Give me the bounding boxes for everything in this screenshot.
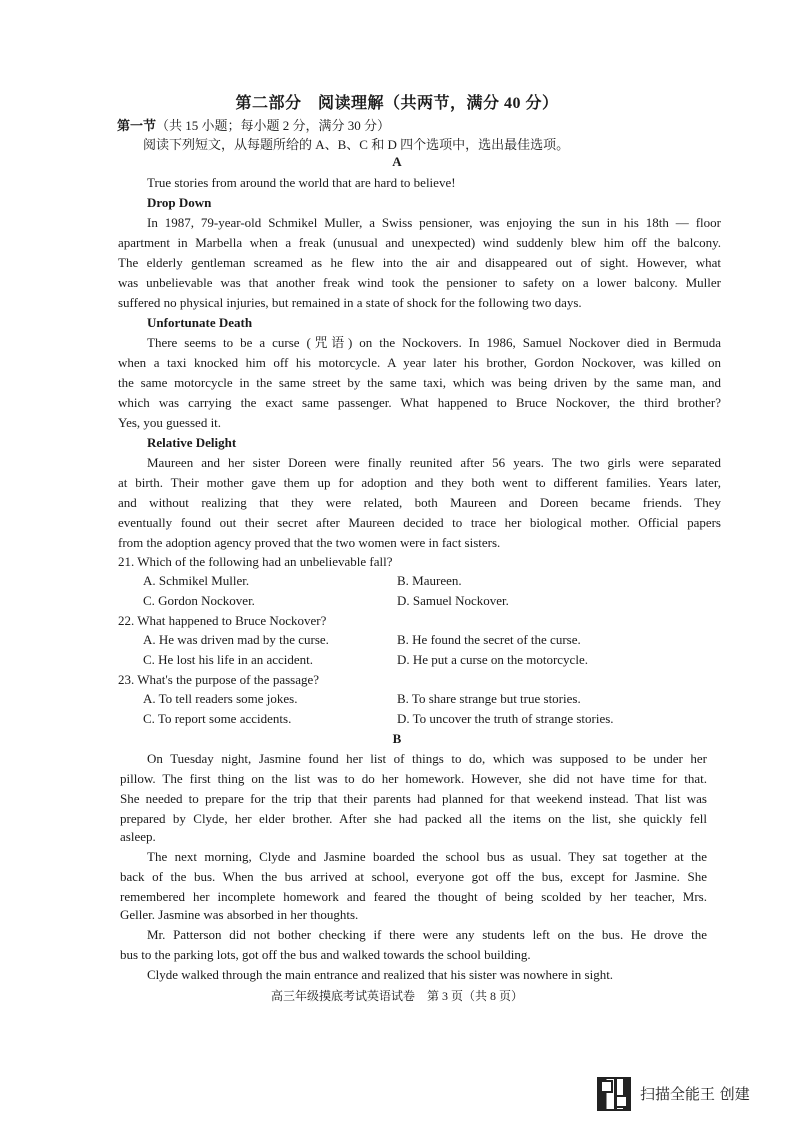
passage-line: the same motorcycle in the same street by the same taxi, which was being driven by the same man, and (118, 375, 721, 390)
question-21-option-c: C. Gordon Nockover. (143, 593, 255, 608)
question-23-option-a: A. To tell readers some jokes. (143, 691, 298, 706)
question-21-option-a: A. Schmikel Muller. (143, 573, 250, 588)
passage-line: pillow. The first thing on the list was to do her homework. However, she did not have time for that. (120, 771, 707, 786)
subheading-drop-down: Drop Down (147, 195, 212, 210)
section-label: 第一节 (117, 118, 157, 133)
passage-line: from the adoption agency proved that the two women were in fact sisters. (118, 535, 501, 550)
question-21-option-d: D. Samuel Nockover. (397, 593, 509, 608)
passage-line: bus to the parking lots, got off the bus and walked towards the school building. (120, 947, 531, 962)
passage-a-intro: True stories from around the world that are hard to believe! (147, 175, 456, 190)
question-21-stem: 21. Which of the following had an unbelievable fall? (118, 554, 393, 569)
passage-b-letter: B (392, 731, 402, 746)
section-header (117, 115, 390, 134)
question-22-option-b: B. He found the secret of the curse. (397, 632, 581, 647)
qr-code-icon (597, 1077, 631, 1111)
passage-line: eventually found out their secret after Maureen decided to trace her biological mother. Official papers (118, 515, 721, 530)
page-footer: 高三年级摸底考试英语试卷 第 3 页（共 8 页） (270, 989, 523, 1003)
passage-line: was unbelievable was that another freak wind took the pensioner to safety on a lower balcony. Muller (118, 275, 721, 290)
passage-line: back of the bus. When the bus arrived at school, everyone got off the bus, except for Jasmine. She (120, 869, 707, 884)
passage-line: Maureen and her sister Doreen were finally reunited after 56 years. The two girls were separated (147, 455, 721, 470)
passage-line: Clyde walked through the main entrance and realized that his sister was nowhere in sight. (147, 967, 614, 982)
passage-line: and without realizing that they were related, both Maureen and Doreen became friends. They (118, 495, 721, 510)
subheading-unfortunate-death: Unfortunate Death (147, 315, 253, 330)
question-22-option-a: A. He was driven mad by the curse. (143, 632, 329, 647)
passage-line: Geller. Jasmine was absorbed in her thoughts. (120, 907, 359, 922)
passage-line: Mr. Patterson did not bother checking if there were any students left on the bus. He drove the (147, 927, 707, 942)
passage-line: when a taxi knocked him off his motorcycle. A year later his brother, Gordon Nockover, was killed on (118, 355, 721, 370)
passage-line: She needed to prepare for the trip that their parents had planned for that weekend instead. That list was (120, 791, 707, 806)
question-22-option-c: C. He lost his life in an accident. (143, 652, 314, 667)
question-23-option-c: C. To report some accidents. (143, 711, 292, 726)
question-23-option-b: B. To share strange but true stories. (397, 691, 581, 706)
question-22-option-d: D. He put a curse on the motorcycle. (397, 652, 588, 667)
section-detail: （共 15 小题；每小题 2 分，满分 30 分） (156, 118, 391, 133)
passage-line: Yes, you guessed it. (118, 415, 222, 430)
passage-line: suffered no physical injuries, but remained in a state of shock for the following two days. (118, 295, 582, 310)
passage-line: at birth. Their mother gave them up for adoption and they both went to different families. Years later, (118, 475, 721, 490)
passage-line: apartment in Marbella when a freak (unusual and unexpected) wind suddenly blew him off the balcony. (118, 235, 721, 250)
part-title: 第二部分 阅读理解（共两节，满分 40 分） (235, 95, 559, 112)
question-23-option-d: D. To uncover the truth of strange stories. (397, 711, 614, 726)
passage-a-letter: A (392, 154, 402, 169)
passage-line: remembered her incomplete homework and feared the thought of being scolded by her teacher, Mrs. (120, 889, 707, 904)
passage-line: There seems to be a curse (咒语) on the Nockovers. In 1986, Samuel Nockover died in Bermuda (147, 335, 721, 350)
question-23-stem: 23. What's the purpose of the passage? (118, 672, 320, 687)
question-21-option-b: B. Maureen. (397, 573, 462, 588)
subheading-relative-delight: Relative Delight (147, 435, 237, 450)
scanner-watermark: 扫描全能王 创建 (640, 1085, 750, 1103)
question-22-stem: 22. What happened to Bruce Nockover? (118, 613, 327, 628)
passage-line: which was carrying the exact same passenger. What happened to Bruce Nockover, the third brother? (118, 395, 721, 410)
passage-line: The elderly gentleman screamed as he flew into the air and disappeared out of sight. However, what (118, 255, 721, 270)
passage-line: prepared by Clyde, her elder brother. After she had packed all the items on the list, she quickly fell (120, 811, 707, 826)
passage-line: On Tuesday night, Jasmine found her list of things to do, which was supposed to be under her (147, 751, 707, 766)
passage-line: In 1987, 79-year-old Schmikel Muller, a Swiss pensioner, was enjoying the sun in his 18th — floor (147, 215, 721, 230)
section-instruction: 阅读下列短文，从每题所给的 A、B、C 和 D 四个选项中，选出最佳选项。 (143, 137, 570, 152)
passage-line: The next morning, Clyde and Jasmine boarded the school bus as usual. They sat together at the (147, 849, 707, 864)
passage-line: asleep. (120, 829, 156, 844)
